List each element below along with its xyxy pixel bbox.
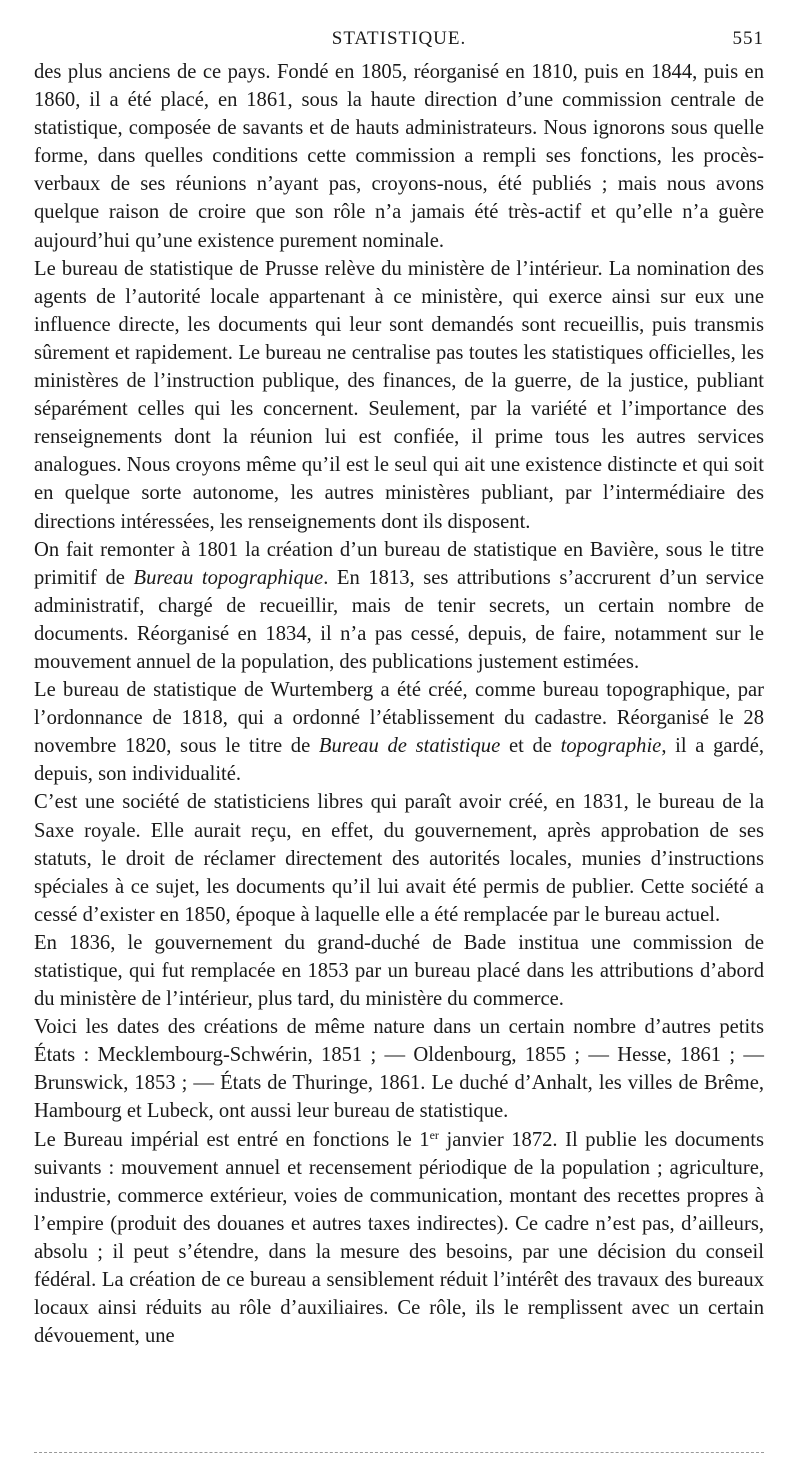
body-text: [34, 58, 764, 1350]
text-segment: Le Bureau impérial est entré en fonctions le 1: [34, 1128, 430, 1151]
paragraph: [34, 1013, 764, 1125]
text-segment: Le bureau de statistique de Wurtemberg a été créé, comme bureau topographique, par l’ordonnance de 1818, qui a ordonné l’établissement du cadastre. Réorganisé le 28 novembre 1820, sous le titre de: [34, 679, 764, 758]
text-segment: En 1836, le gouvernement du grand-duché de Bade institua une commission de statistique, qui fut remplacée en 1853 par un bureau placé dans les attributions d’abord du ministère de l’intérieur, plus tard, du ministère du commerce.: [34, 931, 764, 1011]
paragraph: [34, 1126, 764, 1351]
text-segment: et de: [500, 735, 561, 758]
footer-rule: [34, 1452, 764, 1453]
text-segment: janvier 1872. Il publie les documents suivants : mouvement annuel et recensement périodique de la population ; agriculture, industrie, commerce extérieur, voies de communication, montant des recettes propres à l’empire (produit des douanes et autres taxes indirectes). Ce cadre n’est pas, d’ailleurs, absolu ; il peut s’étendre, dans la mesure des besoins, par une décision du conseil fédéral. La création de ce bureau a sensiblement réduit l’intérêt des travaux des bureaux locaux ainsi réduits au rôle d’auxiliaires. Ce rôle, ils le remplissent avec un certain dévouement, une: [34, 1128, 764, 1348]
italic-title: Bureau de statistique: [318, 735, 501, 758]
text-segment: des plus anciens de ce pays. Fondé en 1805, réorganisé en 1810, puis en 1844, puis en 1860, il a été placé, en 1861, sous la haute direction d’une commission centrale de statistique, composée de savants et de hauts administrateurs. Nous ignorons sous quelle forme, dans quelles conditions cette commission a rempli ses fonctions, les procès-verbaux de ses réunions n’ayant pas, croyons-nous, été publiés ; mais nous avons quelque raison de croire que son rôle n’a jamais été très-actif et qu’elle n’a guère aujourd’hui qu’une existence purement nominale.: [34, 61, 764, 252]
paragraph: [34, 929, 764, 1013]
text-segment: Le bureau de statistique de Prusse relève du ministère de l’intérieur. La nomination des agents de l’autorité locale appartenant à ce ministère, qui exerce ainsi sur eux une influence directe, les documents qui leur sont demandés sont recueillis, puis transmis sûrement et rapidement. Le bureau ne centralise pas toutes les statistiques officielles, les ministères de l’instruction publique, des finances, de la guerre, de la justice, publiant séparément celles qui les concernent. Seulement, par la variété et l’importance des renseignements dont la réunion lui est confiée, il prime tous les autres services analogues. Nous croyons même qu’il est le seul qui ait une existence distincte et qui soit en quelque sorte autonome, les autres ministères publiant, par l’intermédiaire des directions intéressées, les renseignements dont ils disposent.: [34, 257, 764, 533]
page-number: 551: [732, 28, 764, 49]
paragraph: [34, 58, 764, 255]
text-segment: . En 1813, ses attributions s’accrurent d’un service administratif, chargé de recueillir, mais de tenir secrets, un certain nombre de documents. Réorganisé en 1834, il n’a pas cessé, depuis, de faire, notamment sur le mouvement annuel de la population, des publications justement estimées.: [34, 566, 764, 673]
italic-title: topographie: [560, 735, 662, 758]
paragraph: [34, 676, 764, 788]
italic-title: Bureau topographique: [133, 566, 324, 589]
running-header: [34, 22, 764, 54]
text-segment: On fait remonter à 1801 la création d’un bureau de statistique en Bavière, sous le titre primitif de: [34, 538, 764, 589]
book-page: [34, 22, 764, 1350]
running-title: STATISTIQUE.: [331, 28, 467, 49]
paragraph: [34, 788, 764, 928]
paragraph: [34, 255, 764, 536]
superscript: er: [429, 1127, 439, 1142]
paragraph: [34, 536, 764, 676]
text-segment: Voici les dates des créations de même nature dans un certain nombre d’autres petits États : Mecklembourg-Schwérin, 1851 ; — Oldenbourg, 1855 ; — Hesse, 1861 ; — Brunswick, 1853 ; — États de Thuringe, 1861. Le duché d’Anhalt, les villes de Brême, Hambourg et Lubeck, ont aussi leur bureau de statistique.: [34, 1016, 764, 1123]
text-segment: , il a gardé, depuis, son individualité.: [34, 735, 764, 786]
text-segment: C’est une société de statisticiens libres qui paraît avoir créé, en 1831, le bureau de la Saxe royale. Elle aurait reçu, en effet, du gouvernement, après approbation de ses statuts, le droit de réclamer directement des autorités locales, munies d’instructions spéciales à ce sujet, les documents qu’il lui avait été permis de publier. Cette société a cessé d’exister en 1850, époque à laquelle elle a été remplacée par le bureau actuel.: [34, 791, 764, 926]
